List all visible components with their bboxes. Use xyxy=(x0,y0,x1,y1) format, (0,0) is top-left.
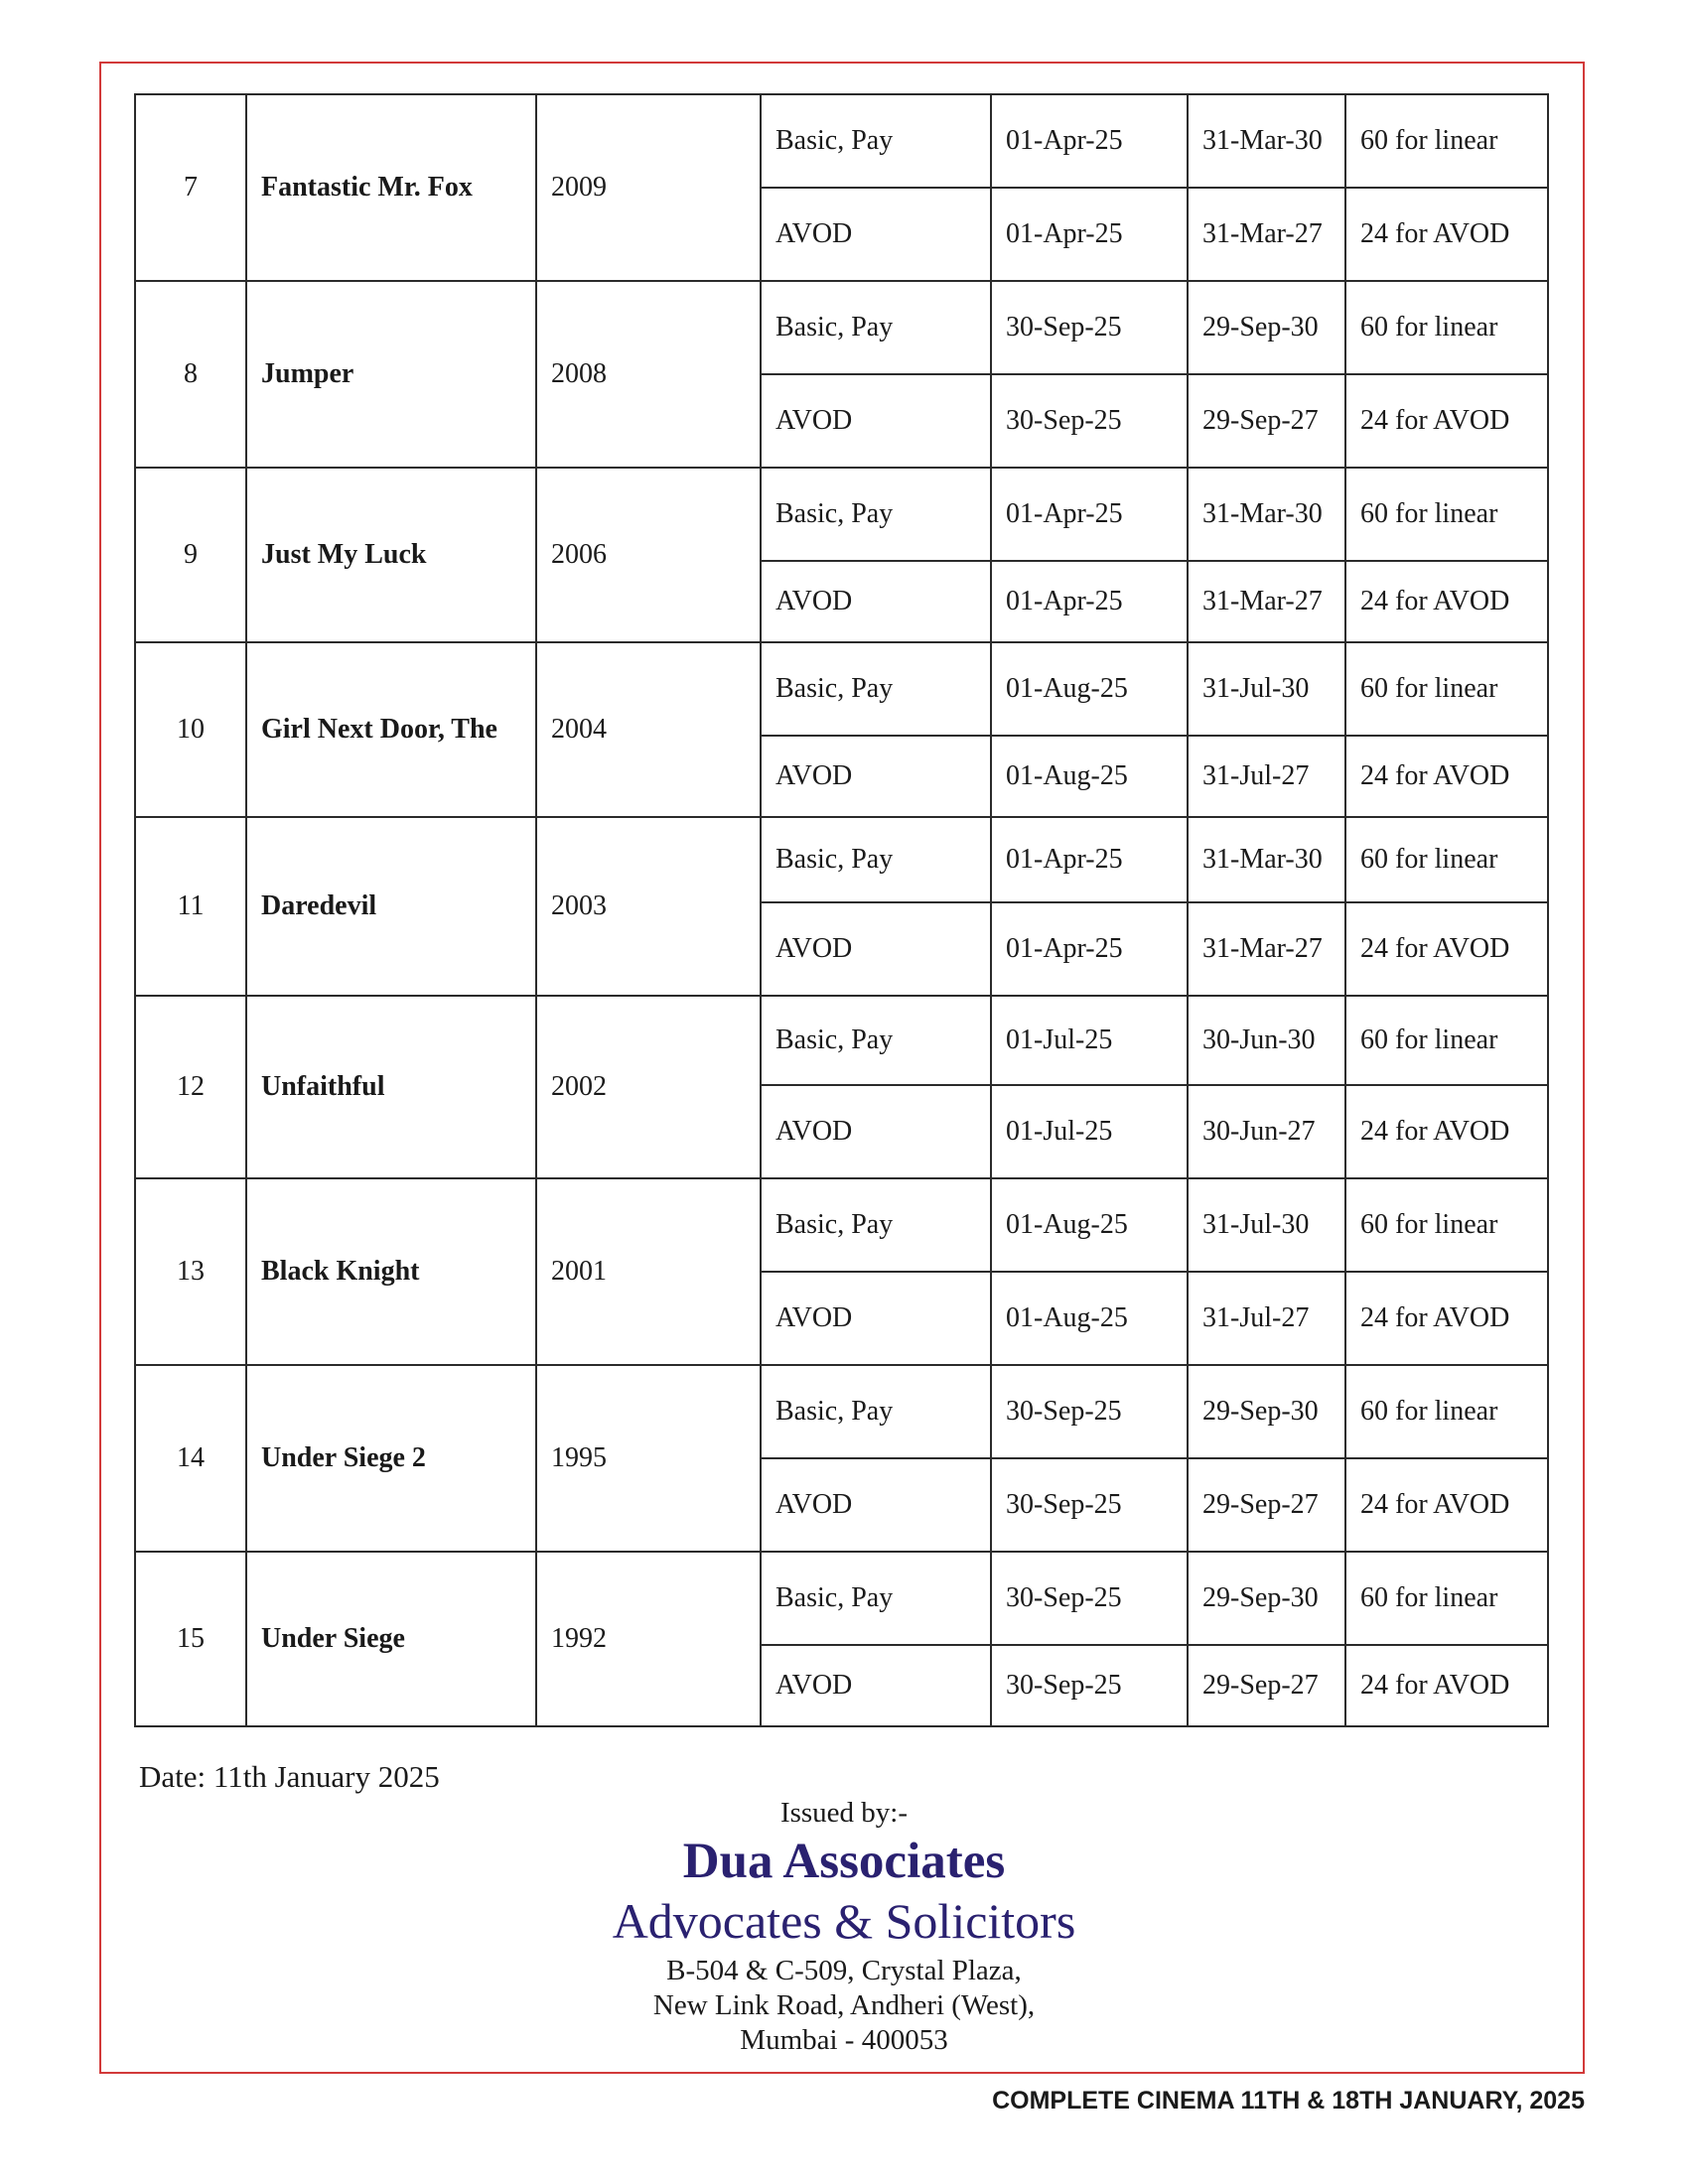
term-months: 60 for linear xyxy=(1345,1552,1548,1645)
end-date: 30-Jun-30 xyxy=(1188,996,1345,1085)
start-date: 30-Sep-25 xyxy=(991,281,1188,374)
film-title: Black Knight xyxy=(246,1178,536,1365)
term-months: 24 for AVOD xyxy=(1345,188,1548,281)
release-year: 2001 xyxy=(536,1178,761,1365)
term-months: 60 for linear xyxy=(1345,468,1548,561)
start-date: 01-Apr-25 xyxy=(991,902,1188,996)
rights-type: AVOD xyxy=(761,188,991,281)
address-line-2: New Link Road, Andheri (West), xyxy=(652,1989,1036,2021)
film-title: Fantastic Mr. Fox xyxy=(246,94,536,281)
address-line-1: B-504 & C-509, Crystal Plaza, xyxy=(666,1955,1022,1986)
end-date: 31-Mar-27 xyxy=(1188,561,1345,642)
end-date: 29-Sep-30 xyxy=(1188,281,1345,374)
end-date: 31-Mar-30 xyxy=(1188,94,1345,188)
rights-type: AVOD xyxy=(761,561,991,642)
start-date: 30-Sep-25 xyxy=(991,1552,1188,1645)
release-year: 1995 xyxy=(536,1365,761,1552)
table-row xyxy=(135,468,1548,561)
film-title: Just My Luck xyxy=(246,468,536,642)
start-date: 30-Sep-25 xyxy=(991,1458,1188,1552)
film-title: Under Siege 2 xyxy=(246,1365,536,1552)
table-row xyxy=(135,281,1548,374)
rights-type: Basic, Pay xyxy=(761,468,991,561)
start-date: 01-Aug-25 xyxy=(991,1272,1188,1365)
release-year: 2003 xyxy=(536,817,761,996)
end-date: 30-Jun-27 xyxy=(1188,1085,1345,1178)
term-months: 60 for linear xyxy=(1345,281,1548,374)
table-row xyxy=(135,1552,1548,1645)
term-months: 24 for AVOD xyxy=(1345,1272,1548,1365)
rights-type: Basic, Pay xyxy=(761,996,991,1085)
address-line-3: Mumbai - 400053 xyxy=(740,2024,948,2056)
term-months: 60 for linear xyxy=(1345,642,1548,736)
end-date: 31-Mar-27 xyxy=(1188,902,1345,996)
table-row xyxy=(135,1178,1548,1272)
term-months: 24 for AVOD xyxy=(1345,1458,1548,1552)
release-year: 2008 xyxy=(536,281,761,468)
rights-type: AVOD xyxy=(761,1272,991,1365)
end-date: 31-Jul-30 xyxy=(1188,1178,1345,1272)
rights-type: Basic, Pay xyxy=(761,1365,991,1458)
serial-number: 11 xyxy=(135,817,246,996)
rights-type: Basic, Pay xyxy=(761,1552,991,1645)
film-title: Unfaithful xyxy=(246,996,536,1178)
start-date: 01-Jul-25 xyxy=(991,996,1188,1085)
term-months: 24 for AVOD xyxy=(1345,902,1548,996)
end-date: 31-Mar-27 xyxy=(1188,188,1345,281)
term-months: 24 for AVOD xyxy=(1345,374,1548,468)
term-months: 24 for AVOD xyxy=(1345,736,1548,817)
serial-number: 15 xyxy=(135,1552,246,1726)
rights-type: AVOD xyxy=(761,374,991,468)
rights-type: AVOD xyxy=(761,902,991,996)
end-date: 31-Jul-27 xyxy=(1188,1272,1345,1365)
term-months: 60 for linear xyxy=(1345,1178,1548,1272)
serial-number: 8 xyxy=(135,281,246,468)
term-months: 60 for linear xyxy=(1345,817,1548,902)
start-date: 01-Jul-25 xyxy=(991,1085,1188,1178)
end-date: 29-Sep-27 xyxy=(1188,1458,1345,1552)
start-date: 01-Apr-25 xyxy=(991,817,1188,902)
table-row xyxy=(135,996,1548,1085)
start-date: 01-Apr-25 xyxy=(991,188,1188,281)
term-months: 60 for linear xyxy=(1345,1365,1548,1458)
serial-number: 12 xyxy=(135,996,246,1178)
publication-footer: COMPLETE CINEMA 11TH & 18TH JANUARY, 2025 xyxy=(992,2087,1585,2115)
table-row xyxy=(135,642,1548,736)
end-date: 29-Sep-30 xyxy=(1188,1365,1345,1458)
serial-number: 10 xyxy=(135,642,246,817)
term-months: 24 for AVOD xyxy=(1345,1645,1548,1726)
rights-type: Basic, Pay xyxy=(761,94,991,188)
release-year: 1992 xyxy=(536,1552,761,1726)
rights-type: AVOD xyxy=(761,1645,991,1726)
film-title: Under Siege xyxy=(246,1552,536,1726)
start-date: 30-Sep-25 xyxy=(991,1645,1188,1726)
term-months: 60 for linear xyxy=(1345,94,1548,188)
rights-type: AVOD xyxy=(761,1458,991,1552)
table-row xyxy=(135,94,1548,188)
term-months: 24 for AVOD xyxy=(1345,1085,1548,1178)
table-row xyxy=(135,817,1548,902)
end-date: 29-Sep-27 xyxy=(1188,374,1345,468)
firm-name: Dua Associates xyxy=(682,1834,1006,1889)
serial-number: 9 xyxy=(135,468,246,642)
term-months: 60 for linear xyxy=(1345,996,1548,1085)
start-date: 01-Apr-25 xyxy=(991,94,1188,188)
start-date: 01-Aug-25 xyxy=(991,736,1188,817)
rights-type: Basic, Pay xyxy=(761,642,991,736)
start-date: 30-Sep-25 xyxy=(991,1365,1188,1458)
rights-type: Basic, Pay xyxy=(761,817,991,902)
start-date: 01-Aug-25 xyxy=(991,642,1188,736)
film-title: Jumper xyxy=(246,281,536,468)
start-date: 01-Apr-25 xyxy=(991,468,1188,561)
end-date: 31-Jul-30 xyxy=(1188,642,1345,736)
release-year: 2002 xyxy=(536,996,761,1178)
serial-number: 14 xyxy=(135,1365,246,1552)
end-date: 31-Mar-30 xyxy=(1188,468,1345,561)
rights-type: AVOD xyxy=(761,736,991,817)
issued-by-label: Issued by:- xyxy=(779,1797,909,1829)
rights-type: Basic, Pay xyxy=(761,1178,991,1272)
start-date: 01-Aug-25 xyxy=(991,1178,1188,1272)
rights-table xyxy=(134,93,1549,1727)
end-date: 31-Mar-30 xyxy=(1188,817,1345,902)
end-date: 31-Jul-27 xyxy=(1188,736,1345,817)
firm-subtitle: Advocates & Solicitors xyxy=(612,1893,1076,1949)
release-year: 2009 xyxy=(536,94,761,281)
end-date: 29-Sep-30 xyxy=(1188,1552,1345,1645)
film-title: Daredevil xyxy=(246,817,536,996)
film-title: Girl Next Door, The xyxy=(246,642,536,817)
start-date: 30-Sep-25 xyxy=(991,374,1188,468)
term-months: 24 for AVOD xyxy=(1345,561,1548,642)
serial-number: 7 xyxy=(135,94,246,281)
rights-type: Basic, Pay xyxy=(761,281,991,374)
serial-number: 13 xyxy=(135,1178,246,1365)
notice-date: Date: 11th January 2025 xyxy=(139,1759,440,1794)
rights-type: AVOD xyxy=(761,1085,991,1178)
release-year: 2006 xyxy=(536,468,761,642)
table-row xyxy=(135,1365,1548,1458)
end-date: 29-Sep-27 xyxy=(1188,1645,1345,1726)
release-year: 2004 xyxy=(536,642,761,817)
start-date: 01-Apr-25 xyxy=(991,561,1188,642)
